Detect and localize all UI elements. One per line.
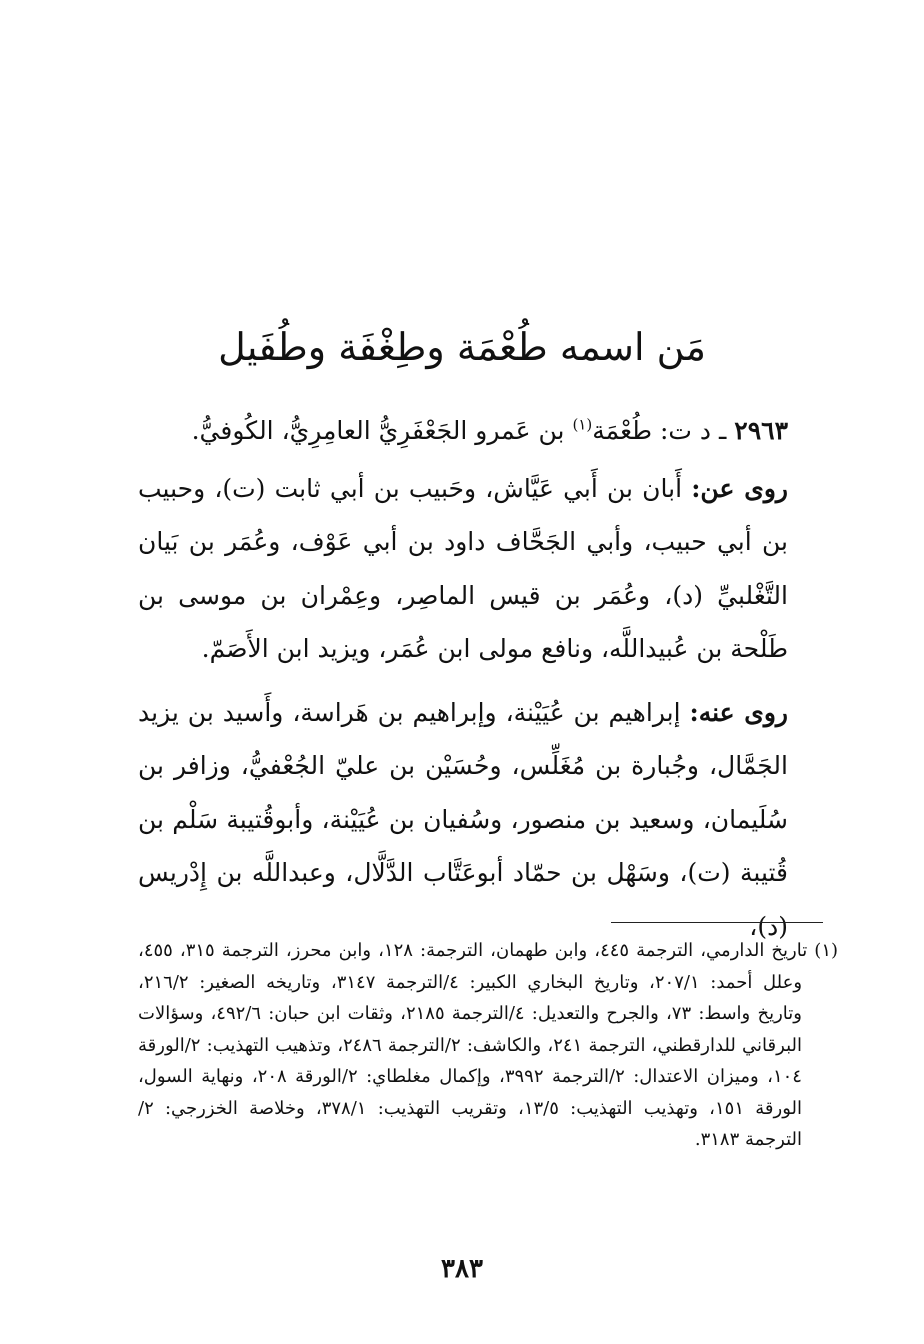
narrated-by-paragraph (138, 686, 788, 954)
narrates-from-text: أَبان بن أَبي عَيَّاش، وحَبيب بن أبي ثابت (ت)، وحبيب بن أبي حبيب، وأبي الجَحَّاف داود بن أبي عَوْف، وعُمَر بن بَيان التَّغْلبيِّ (د)، وعُمَر بن قيس الماصِر، وعِمْران بن موسى بن طَلْحة بن عُبيداللَّه، ونافع مولى ابن عُمَر، ويزيد ابن الأَصَمّ. (138, 473, 788, 663)
footnote-item (138, 935, 838, 1156)
narrated-by-label: روى عنه: (689, 697, 788, 727)
narrates-from-paragraph (138, 462, 788, 676)
page-number: ٣٨٣ (441, 1254, 483, 1284)
footnotes (138, 935, 838, 1156)
footnote-text: تاريخ الدارمي، الترجمة ٤٤٥، وابن طهمان، الترجمة: ١٢٨، وابن محرز، الترجمة ٣١٥، ٤٥٥، وعلل أحمد: ٢٠٧/١، وتاريخ البخاري الكبير: ٤/الترجمة ٣١٤٧، وتاريخه الصغير: ٢١٦/٢، وتاريخ واسط: ٧٣، والجرح والتعديل: ٤/الترجمة ٢١٨٥، وثقات ابن حبان: ٤٩٢/٦، وسؤالات البرقاني للدارقطني، الترجمة ٢٤١، والكاشف: ٢/الترجمة ٢٤٨٦، وتذهيب التهذيب: ٢/الورقة ١٠٤، وميزان الاعتدال: ٢/الترجمة ٣٩٩٢، وإكمال مغلطاي: ٢/الورقة ٢٠٨، ونهاية السول، الورقة ١٥١، وتهذيب التهذيب: ١٣/٥، وتقريب التهذيب: ٣٧٨/١، وخلاصة الخزرجي: ٢/الترجمة ٣١٨٣. (138, 940, 808, 1150)
entry-number: ٢٩٦٣ (734, 416, 788, 445)
entry-lineage: بن عَمرو الجَعْفَرِيُّ العامِرِيُّ، الكُوفيُّ. (191, 416, 565, 445)
narrated-by-text: إبراهيم بن عُيَيْنة، وإبراهيم بن هَراسة، وأَسيد بن يزيد الجَمَّال، وجُبارة بن مُغَلِّس، وحُسَيْن بن عليّ الجُعْفيُّ، وزافر بن سُلَيمان، وسعيد بن منصور، وسُفيان بن عُيَيْنة، وأبوقُتيبة سَلْم بن قُتيبة (ت)، وسَهْل بن حمّاد أبوعَتَّاب الدَّلَّال، وعبداللَّه بن إِدْريس (د)، (138, 697, 788, 941)
entry-codes: د ت: (660, 416, 712, 445)
footnote-reference: (١) (572, 415, 593, 434)
entry-name: طُعْمَة (592, 416, 653, 445)
entry-dash: ـ (719, 416, 727, 445)
footnote-divider (611, 922, 823, 923)
footnote-marker: (١) (814, 940, 839, 961)
narrates-from-label: روى عن: (691, 473, 788, 503)
section-heading: مَن اسمه طُعْمَة وطِغْفَة وطُفَيل (218, 325, 706, 370)
biography-entry (138, 404, 788, 458)
main-text (138, 404, 788, 963)
